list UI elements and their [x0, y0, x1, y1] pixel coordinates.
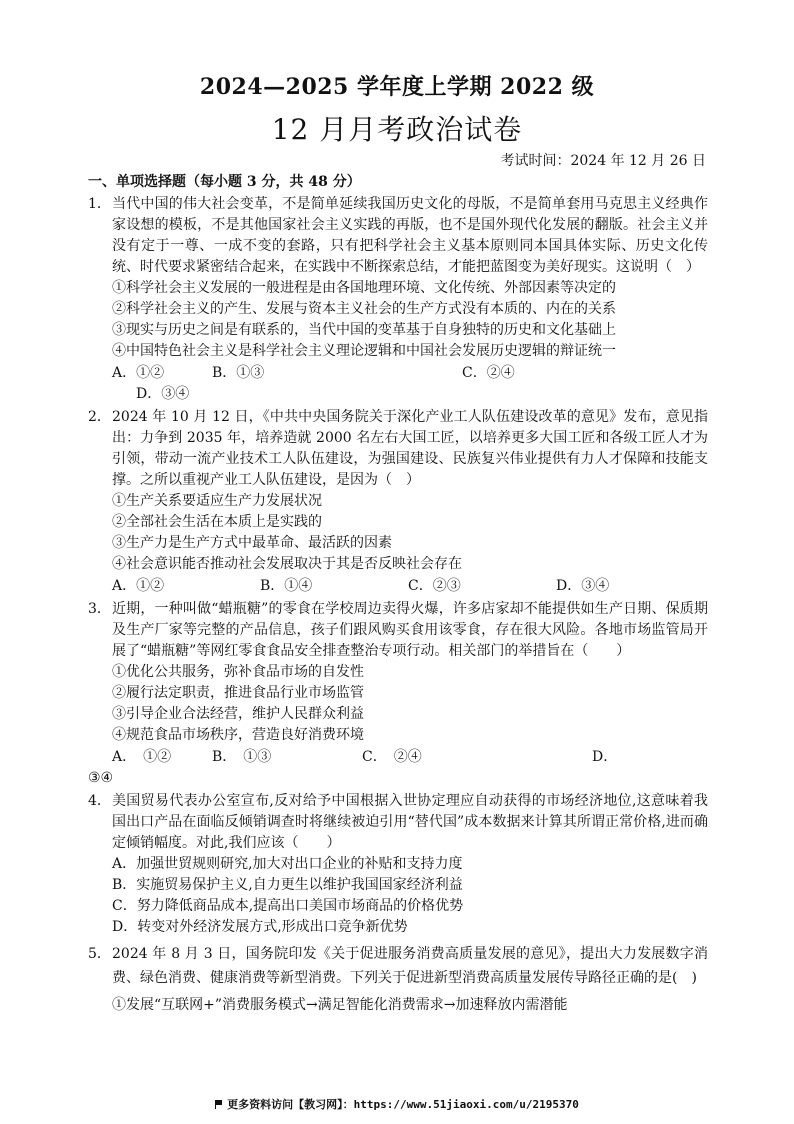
question-stem: 2024 年 10 月 12 日，《中共中央国务院关于深化产业工人队伍建设改革的意见》发布，意见指出：力争到 2035 年，培养造就 2000 名左右大国工匠，以培养更多大国工匠和各级工匠人才为引领，带动一流产业技术工人队伍建设，为强国建设、民族复兴伟业提供有力人才保障和技能支撑。之所以重视产业工人队伍建设，是因为（ ） — [112, 409, 708, 488]
answer-choice-a: A．①② — [112, 578, 165, 594]
answer-choice-c: C．②④ — [462, 365, 515, 381]
question-1 — [88, 194, 708, 405]
answer-choice-d-value: ③④ — [88, 770, 114, 786]
question-option: ①生产关系要适应生产力发展状况 — [112, 493, 322, 509]
question-number: 1． — [88, 196, 111, 212]
question-option: ②科学社会主义的产生、发展与资本主义社会的生产方式没有本质的、内在的关系 — [112, 301, 616, 317]
exam-time: 考试时间：2024 年 12 月 26 日 — [500, 153, 706, 169]
question-option: ③引导企业合法经营，维护人民群众利益 — [112, 706, 364, 722]
question-option: ④中国特色社会主义是科学社会主义理论逻辑和中国社会发展历史逻辑的辩证统一 — [112, 343, 616, 359]
question-option: ④规范食品市场秩序，营造良好消费环境 — [112, 727, 364, 743]
question-stem: 2024 年 8 月 3 日，国务院印发《关于促进服务消费高质量发展的意见》，提出大力发展数字消费、绿色消费、健康消费等新型消费。下列关于促进新型消费高质量发展传导路径正确的是( ) — [112, 946, 708, 986]
question-option: ①优化公共服务，弥补食品市场的自发性 — [112, 664, 364, 680]
answer-choices — [112, 747, 708, 768]
answer-choice-d: D．转变对外经济发展方式,形成出口竞争新优势 — [112, 919, 408, 935]
exam-title-line2: 12 月月考政治试卷 — [271, 113, 523, 146]
answer-choice-b: B．①③ — [212, 365, 265, 381]
answer-choice-b: B． ①③ — [212, 749, 272, 765]
question-stem: 近期，一种叫做“蜡瓶糖”的零食在学校周边卖得火爆，许多店家却不能提供如生产日期、保质期及生产厂家等完整的产品信息，孩子们跟风购买食用该零食，存在很大风险。各地市场监管局开展了“蜡瓶糖”等网红零食食品安全排查整治专项行动。相关部门的举措旨在（ ） — [112, 601, 708, 659]
answer-choice-d: D． — [592, 749, 618, 765]
answer-choice-c: C．努力降低商品成本,提高出口美国市场商品的价格优势 — [112, 898, 464, 914]
question-option: ③现实与历史之间是有联系的，当代中国的变革基于自身独特的历史和文化基础上 — [112, 322, 616, 338]
answer-choice-b: B．实施贸易保护主义,自力更生以维护我国国家经济利益 — [112, 877, 463, 893]
question-5 — [88, 942, 708, 1017]
question-option: ①科学社会主义发展的一般进程是由各国地理环境、文化传统、外部因素等决定的 — [112, 280, 616, 296]
answer-choice-a: A．加强世贸规则研究,加大对出口企业的补贴和支持力度 — [112, 856, 463, 872]
flag-icon — [215, 1100, 223, 1109]
footer-text: 更多资料访问【教习网】：https://www.51jiaoxi.com/u/2195370 — [227, 1098, 579, 1111]
answer-choice-b: B．①④ — [260, 578, 313, 594]
exam-title-line1: 2024—2025 学年度上学期 2022 级 — [199, 74, 595, 100]
question-stem: 当代中国的伟大社会变革，不是简单延续我国历史文化的母版，不是简单套用马克思主义经典作家设想的模板，不是其他国家社会主义实践的再版，也不是国外现代化发展的翻版。社会主义并没有定于一尊、一成不变的套路，只有把科学社会主义基本原则同本国具体实际、历史文化传统、时代要求紧密结合起来，在实践中不断探索总结，才能把蓝图变为美好现实。这说明（ ） — [112, 196, 708, 275]
question-3 — [88, 599, 708, 789]
question-number: 2． — [88, 409, 111, 425]
answer-choice-d: D．③④ — [136, 386, 190, 402]
question-option: ②履行法定职责，推进食品行业市场监管 — [112, 685, 364, 701]
answer-choice-c: C．②③ — [408, 578, 461, 594]
question-stem: 美国贸易代表办公室宣布,反对给予中国根据入世协定理应自动获得的市场经济地位,这意味着我国出口产品在面临反倾销调查时将继续被迫引用“替代国”成本数据来计算其所谓正常价格,进而确定倾销幅度。对此,我们应该（ ） — [112, 793, 708, 851]
question-option: ①发展“互联网+”消费服务模式→满足智能化消费需求→加速释放内需潜能 — [112, 997, 568, 1013]
answer-choices — [112, 576, 708, 597]
answer-choices — [112, 384, 708, 405]
question-number: 4． — [88, 793, 111, 809]
answer-choice-d: D．③④ — [556, 578, 610, 594]
answer-choices — [112, 363, 708, 384]
answer-choice-a: A．①② — [112, 365, 165, 381]
question-4 — [88, 791, 708, 938]
answer-choice-c: C． ②④ — [362, 749, 422, 765]
question-2 — [88, 407, 708, 597]
footer-link[interactable] — [0, 1096, 794, 1112]
section-title: 一、单项选择题（每小题 3 分，共 48 分） — [88, 174, 361, 190]
exam-content — [88, 172, 708, 1019]
question-option: ④社会意识能否推动社会发展取决于其是否反映社会存在 — [112, 556, 462, 572]
answer-choice-a: A． ①② — [112, 749, 172, 765]
question-option: ②全部社会生活在本质上是实践的 — [112, 514, 322, 530]
question-number: 3． — [88, 601, 111, 617]
question-number: 5． — [88, 946, 111, 962]
question-option: ③生产力是生产方式中最革命、最活跃的因素 — [112, 535, 392, 551]
